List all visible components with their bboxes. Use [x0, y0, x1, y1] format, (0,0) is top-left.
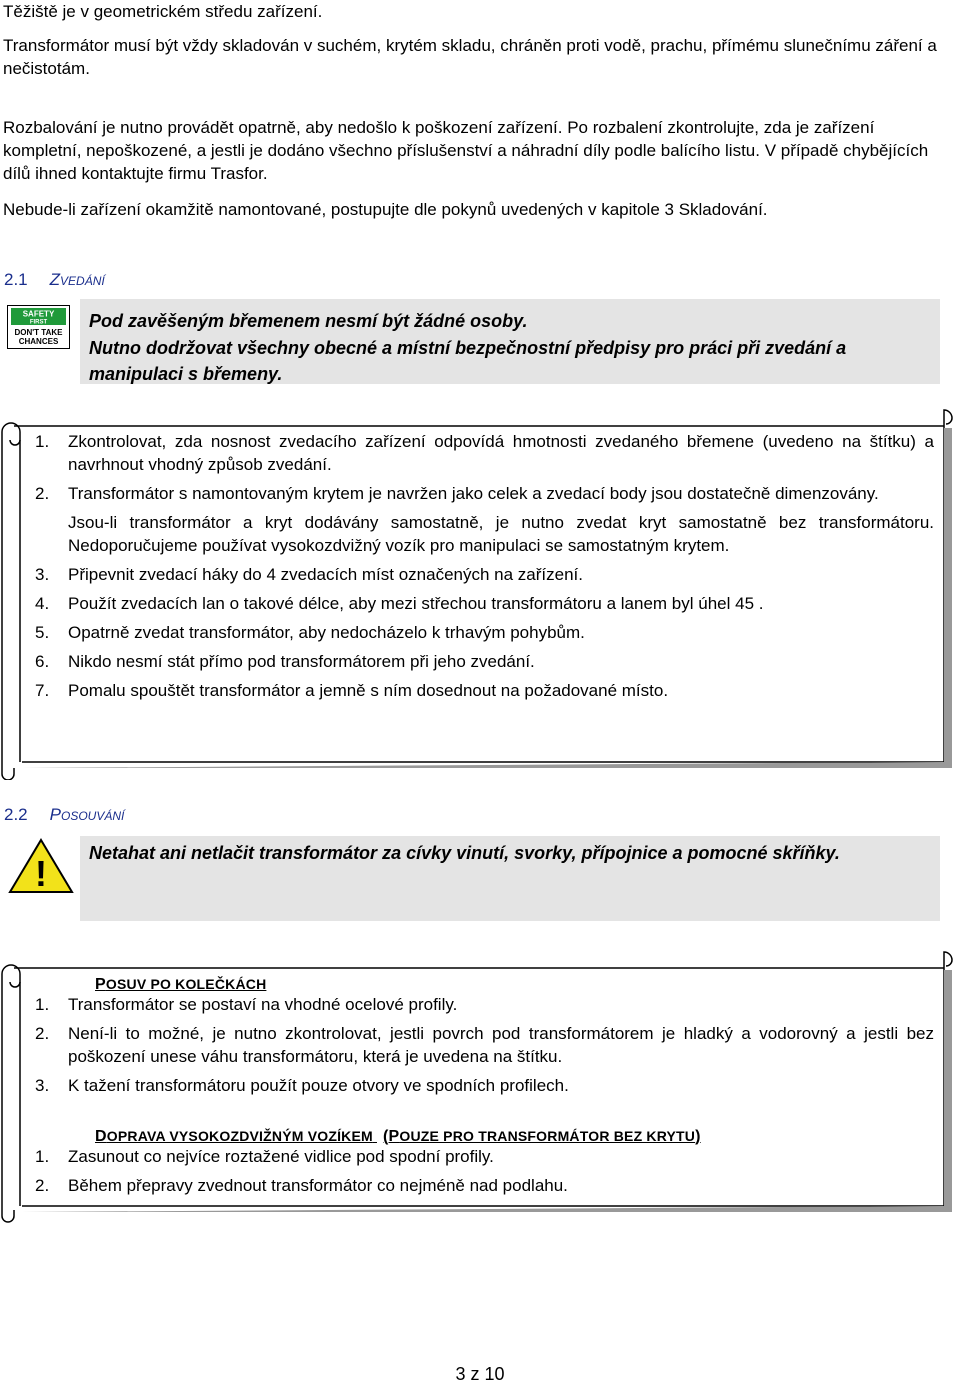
page-number: 3 z 10	[455, 1364, 505, 1384]
intro-paragraph-4: Nebude-li zařízení okamžitě namontované, postupujte dle pokynů uvedených v kapitole 3 Skladování.	[3, 200, 768, 219]
list-item: 2. Během přepravy zvednout transformátor co nejméně nad podlahu.	[35, 1176, 568, 1195]
moving-warning-text: Netahat ani netlačit transformátor za cívky vinutí, svorky, přípojnice a pomocné skříňky.	[89, 843, 840, 863]
section-heading-moving	[4, 803, 124, 828]
section-title-initial: Z	[49, 270, 61, 289]
list-item: 1. Zkontrolovat, zda nosnost zvedacího zařízení odpovídá hmotnosti zvedaného břemene (uvedeno na štítku) a navrhnout vhodný způsob zvedání.	[35, 432, 934, 474]
list-item: 1. Transformátor se postaví na vhodné ocelové profily.	[35, 995, 458, 1014]
badge-line-4: CHANCES	[18, 337, 59, 346]
section-number: 2.2	[4, 805, 28, 824]
subheading-wheel-moving: POSUV PO KOLEČKÁCH	[95, 976, 267, 993]
section-heading-lifting	[4, 268, 105, 293]
section-number: 2.1	[4, 270, 28, 289]
list-item: 1. Zasunout co nejvíce roztažené vidlice pod spodní profily.	[35, 1147, 494, 1166]
section-title-rest: OSOUVÁNÍ	[60, 809, 125, 823]
warning-triangle-svg	[8, 838, 74, 894]
forklift-steps-list	[0, 1145, 934, 1197]
wheel-moving-steps-list	[0, 993, 934, 1097]
section-title-rest: VEDÁNÍ	[60, 274, 105, 288]
lifting-warning-line-1: Pod zavěšeným břemenem nesmí být žádné osoby.	[89, 311, 528, 331]
badge-line-1: SAFETY	[22, 309, 55, 319]
warning-exclamation: !	[35, 853, 47, 894]
lifting-warning-box	[80, 299, 940, 384]
list-item: 3. Připevnit zvedací háky do 4 zvedacích míst označených na zařízení.	[35, 565, 583, 584]
list-item: 2. Není-li to možné, je nutno zkontrolovat, jestli povrch pod transformátorem je hladký a vodorovný a jestli bez poškození unese váhu transformátoru, která je uvedena na štítku.	[35, 1024, 934, 1066]
list-item: 7. Pomalu spouštět transformátor a jemně s ním dosednout na požadované místo.	[35, 681, 669, 700]
intro-paragraph-1: Těžiště je v geometrickém středu zařízení.	[3, 2, 323, 21]
lifting-steps-list	[0, 430, 934, 702]
moving-warning-box	[80, 836, 940, 921]
safety-first-badge-icon	[7, 305, 70, 349]
intro-paragraph-2: Transformátor musí být vždy skladován v suchém, krytém skladu, chráněn proti vodě, prachu, přímému slunečnímu záření a nečistotám.	[3, 36, 937, 78]
subheading-forklift-transport: DOPRAVA VYSOKOZDVIŽNÝM VOZÍKEM (POUZE PRO TRANSFORMÁTOR BEZ KRYTU)	[95, 1128, 701, 1145]
intro-paragraph-3: Rozbalování je nutno provádět opatrně, aby nedošlo k poškození zařízení. Po rozbalení zkontrolujte, zda je zařízení kompletní, nepoškozené, a jestli je dodáno všechno příslušenství a náhradní díly podle balícího listu. V případě chybějících dílů ihned kontaktujte firmu Trasfor.	[3, 118, 929, 183]
list-item: 3. K tažení transformátoru použít pouze otvory ve spodních profilech.	[35, 1076, 569, 1095]
badge-line-3: DON'T TAKE	[14, 328, 63, 337]
list-item: 6. Nikdo nesmí stát přímo pod transformátorem při jeho zvedání.	[35, 652, 535, 671]
list-item: 2. Transformátor s namontovaným krytem je navržen jako celek a zvedací body jsou dostatečně dimenzovány.	[35, 484, 879, 503]
section-title-initial: P	[49, 805, 61, 824]
list-item: 4. Použít zvedacích lan o takové délce, aby mezi střechou transformátoru a lanem byl úhel 45 .	[35, 594, 764, 613]
list-item: Jsou-li transformátor a kryt dodávány samostatně, je nutno zvedat kryt samostatně bez transformátoru. Nedoporučujeme používat vysokozdvižný vozík pro manipulaci se samostatným krytem.	[68, 513, 934, 555]
safety-badge-svg	[7, 305, 70, 349]
warning-triangle-icon	[8, 838, 74, 894]
badge-line-2: FIRST	[29, 319, 48, 326]
list-item: 5. Opatrně zvedat transformátor, aby nedocházelo k trhavým pohybům.	[35, 623, 585, 642]
lifting-warning-line-2: Nutno dodržovat všechny obecné a místní bezpečnostní předpisy pro práci při zvedání a manipulaci s břemeny.	[89, 338, 847, 384]
